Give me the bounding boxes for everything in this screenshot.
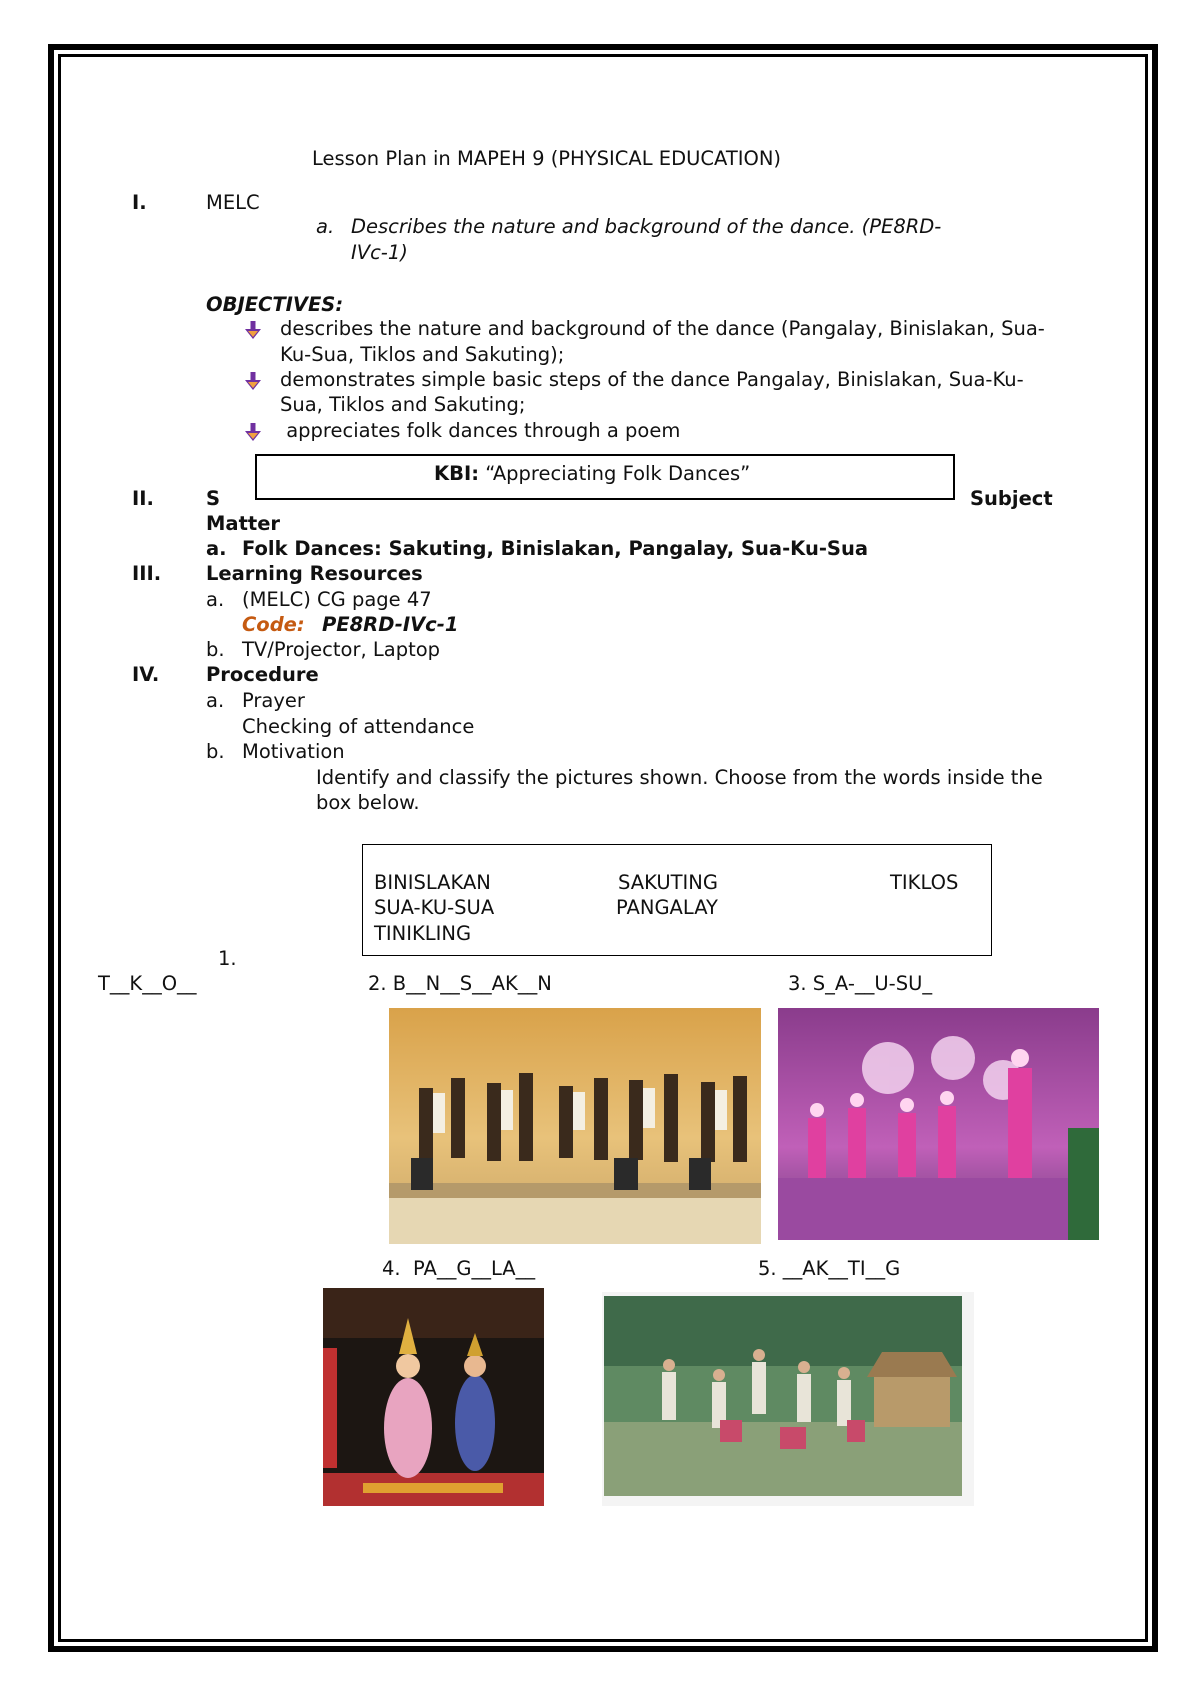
kbi-line — [434, 461, 750, 487]
word-sakuting: SAKUTING — [618, 871, 718, 894]
arrow-bullet-icon — [244, 371, 262, 391]
resources-b-letter: b. — [206, 638, 225, 661]
sakuting-photo — [602, 1292, 974, 1506]
melc-item-letter: a. — [316, 215, 335, 238]
word-sua-ku-sua: SUA-KU-SUA — [374, 896, 495, 919]
objective-1-line1: describes the nature and background of the dance (Pangalay, Binislakan, Sua- — [280, 317, 1045, 340]
subject-heading-cont: Matter — [206, 512, 281, 535]
subject-heading-left: S — [206, 487, 221, 510]
objective-2-line1: demonstrates simple basic steps of the dance Pangalay, Binislakan, Sua-Ku- — [280, 368, 1024, 391]
puzzle-2: 2. B__N__S__AK__N — [368, 972, 552, 995]
section-ii-numeral: II. — [132, 487, 154, 510]
procedure-heading: Procedure — [206, 663, 319, 686]
subject-item-letter: a. — [206, 537, 227, 560]
code-value: PE8RD-IVc-1 — [322, 613, 459, 636]
procedure-a-sub: Checking of attendance — [242, 715, 475, 738]
instruction-line2: box below. — [316, 791, 420, 814]
subject-heading-right: Subject — [970, 487, 1053, 510]
word-tinikling: TINIKLING — [374, 922, 472, 945]
binislakan-photo — [389, 1008, 761, 1244]
section-iv-numeral: IV. — [132, 663, 160, 686]
objective-2-line2: Sua, Tiklos and Sakuting; — [280, 393, 526, 416]
melc-item-line2: IVc-1) — [351, 241, 408, 264]
pangalay-photo — [323, 1288, 544, 1506]
code-label: Code: — [242, 613, 305, 636]
kbi-label: KBI: — [434, 462, 480, 485]
objective-1-line2: Ku-Sua, Tiklos and Sakuting); — [280, 343, 565, 366]
word-tiklos: TIKLOS — [890, 871, 959, 894]
puzzle-4: 4. PA__G__LA__ — [382, 1257, 536, 1280]
resources-heading: Learning Resources — [206, 562, 423, 585]
section-i-numeral: I. — [132, 191, 147, 214]
procedure-a-text: Prayer — [242, 689, 305, 712]
subject-item: Folk Dances: Sakuting, Binislakan, Pangalay, Sua-Ku-Sua — [242, 537, 869, 560]
procedure-b-text: Motivation — [242, 740, 345, 763]
lesson-title: Lesson Plan in MAPEH 9 (PHYSICAL EDUCATION) — [312, 147, 782, 170]
arrow-bullet-icon — [244, 422, 262, 442]
melc-heading: MELC — [206, 191, 260, 214]
resources-a-text: (MELC) CG page 47 — [242, 588, 432, 611]
section-iii-numeral: III. — [132, 562, 162, 585]
arrow-bullet-icon — [244, 320, 262, 340]
procedure-a-letter: a. — [206, 689, 225, 712]
word-pangalay: PANGALAY — [616, 896, 718, 919]
instruction-line1: Identify and classify the pictures shown. Choose from the words inside the — [316, 766, 1043, 789]
melc-item-line1: Describes the nature and background of the dance. (PE8RD- — [351, 215, 942, 238]
resources-b-text: TV/Projector, Laptop — [242, 638, 441, 661]
procedure-b-letter: b. — [206, 740, 225, 763]
puzzle-1-number: 1. — [218, 947, 237, 970]
resources-a-letter: a. — [206, 588, 225, 611]
objectives-heading: OBJECTIVES: — [206, 293, 344, 316]
puzzle-1: T__K__O__ — [98, 972, 197, 995]
word-binislakan: BINISLAKAN — [374, 871, 491, 894]
puzzle-3: 3. S_A-__U-SU_ — [788, 972, 933, 995]
objective-3: appreciates folk dances through a poem — [280, 419, 681, 442]
sua-ku-sua-photo — [778, 1008, 1099, 1240]
kbi-text: “Appreciating Folk Dances” — [485, 462, 751, 485]
puzzle-5: 5. __AK__TI__G — [758, 1257, 901, 1280]
